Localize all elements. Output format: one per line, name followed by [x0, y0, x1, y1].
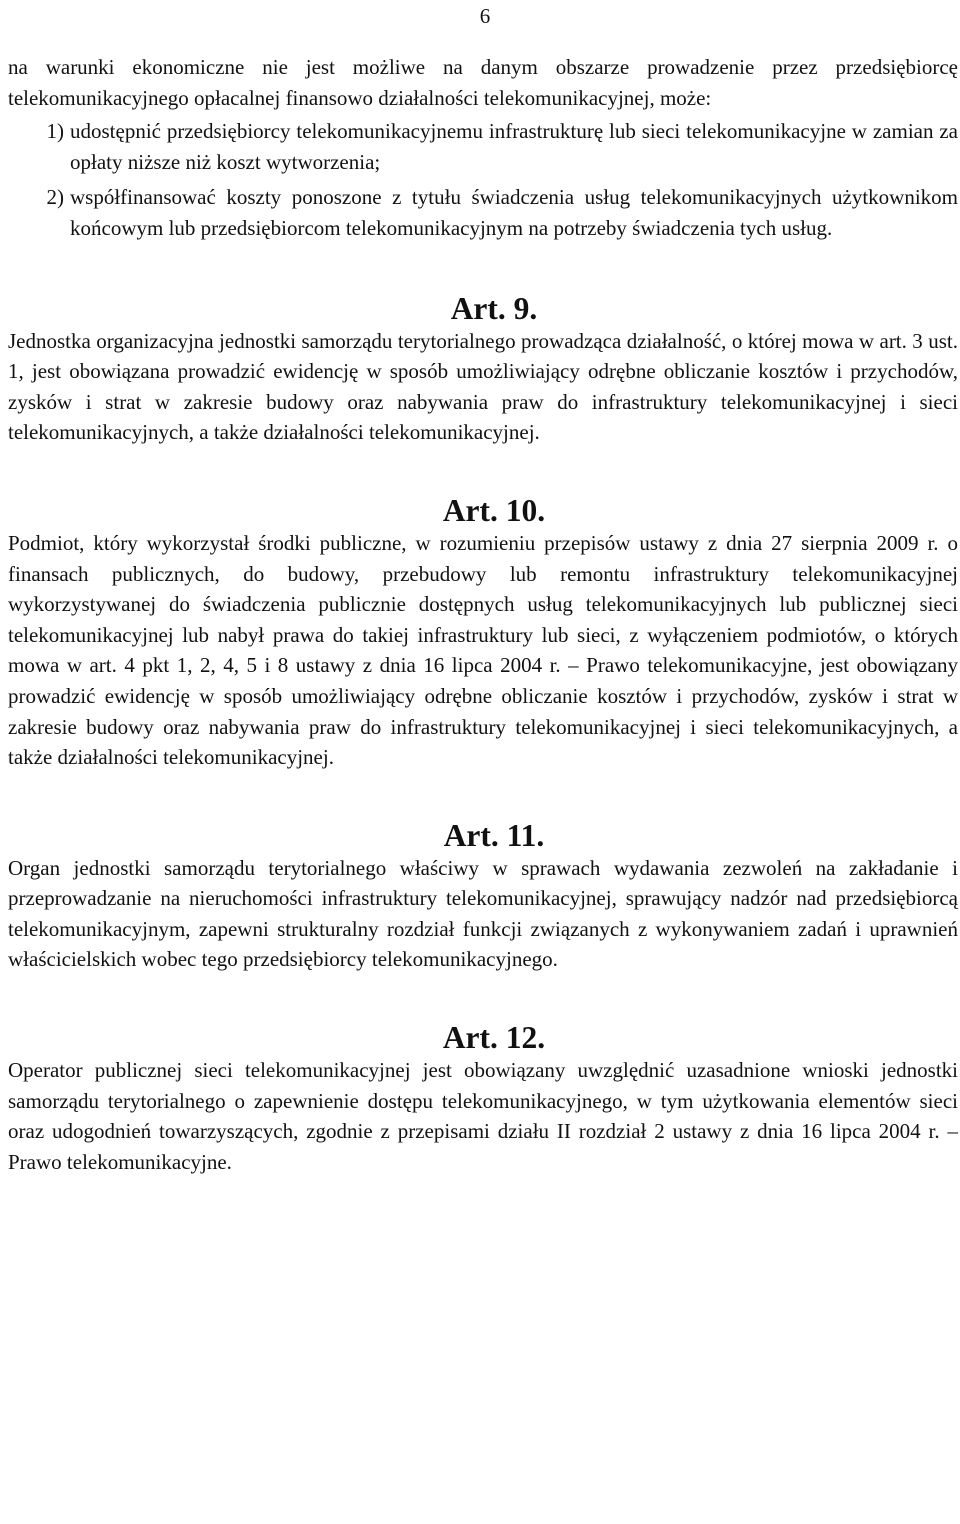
numbered-list	[8, 116, 958, 243]
list-item-text: udostępnić przedsiębiorcy telekomunikacyjnemu infrastrukturę lub sieci telekomunikacyjne w zamian za opłaty niższe niż koszt wytworzenia;	[70, 119, 958, 174]
article-9	[8, 290, 958, 448]
article-body: Podmiot, który wykorzystał środki publiczne, w rozumieniu przepisów ustawy z dnia 27 sierpnia 2009 r. o finansach publicznych, do budowy, przebudowy lub remontu infrastruktury telekomunikacyjnej wykorzystywanej do świadczenia publicznie dostępnych usług telekomunikacyjnych lub publicznej sieci telekomunikacyjnej lub nabył prawa do takiej infrastruktury lub sieci, z wyłączeniem podmiotów, o których mowa w art. 4 pkt 1, 2, 4, 5 i 8 ustawy z dnia 16 lipca 2004 r. – Prawo telekomunikacyjne, jest obowiązany prowadzić ewidencję w sposób umożliwiający odrębne obliczanie kosztów i przychodów, zysków i strat w zakresie budowy oraz nabywania praw do infrastruktury telekomunikacyjnej i sieci telekomunikacyjnych, a także działalności telekomunikacyjnej.	[8, 530, 958, 770]
list-item	[8, 116, 958, 177]
list-item-number: 1)	[46, 119, 64, 144]
article-heading: Art. 10.	[442, 492, 546, 528]
article-11	[8, 817, 958, 975]
document-content	[8, 52, 958, 1177]
article-body: Organ jednostki samorządu terytorialnego właściwy w sprawach wydawania zezwoleń na zakładanie i przeprowadzanie na nieruchomości infrastruktury telekomunikacyjnej, sprawujący nadzór nad przedsiębiorcą telekomunikacyjnym, zapewni strukturalny rozdział funkcji związanych z wykonywaniem zadań i uprawnień właścicielskich wobec tego przedsiębiorcy telekomunikacyjnego.	[8, 855, 958, 972]
intro-paragraph: na warunki ekonomiczne nie jest możliwe na danym obszarze prowadzenie przez przedsiębiorcę telekomunikacyjnego opłacalnej finansowo działalności telekomunikacyjnej, może:	[8, 55, 958, 110]
article-heading: Art. 9.	[450, 290, 538, 326]
article-heading: Art. 11.	[443, 817, 545, 853]
page-number: 6	[479, 4, 491, 28]
article-body: Operator publicznej sieci telekomunikacyjnej jest obowiązany uwzględnić uzasadnione wnioski jednostki samorządu terytorialnego o zapewnienie dostępu telekomunikacyjnego, w tym użytkowania elementów sieci oraz udogodnień towarzyszących, zgodnie z przepisami działu II rozdział 2 ustawy z dnia 16 lipca 2004 r. – Prawo telekomunikacyjne.	[8, 1058, 958, 1174]
article-heading: Art. 12.	[442, 1020, 546, 1056]
list-item-text: współfinansować koszty ponoszone z tytułu świadczenia usług telekomunikacyjnych użytkownikom końcowym lub przedsiębiorcom telekomunikacyjnym na potrzeby świadczenia tych usług.	[70, 185, 958, 240]
article-body: Jednostka organizacyjna jednostki samorządu terytorialnego prowadząca działalność, o której mowa w art. 3 ust. 1, jest obowiązana prowadzić ewidencję w sposób umożliwiający odrębne obliczanie kosztów i przychodów, zysków i strat w zakresie budowy oraz nabywania praw do infrastruktury telekomunikacyjnej i sieci telekomunikacyjnych, a także działalności telekomunikacyjnej.	[8, 328, 958, 445]
list-item	[8, 182, 958, 243]
article-12	[8, 1020, 958, 1177]
article-10	[8, 492, 958, 773]
list-item-number: 2)	[46, 185, 64, 210]
